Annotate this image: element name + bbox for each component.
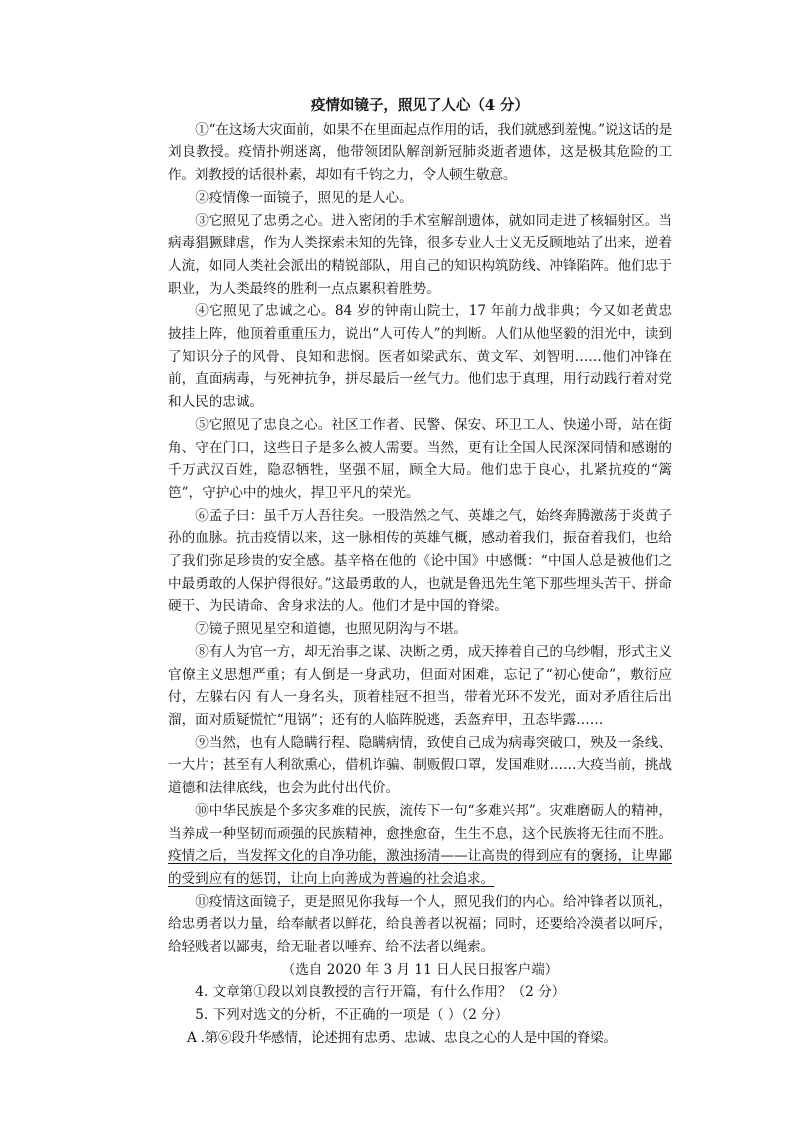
paragraph-3: ③它照见了忠勇之心。进入密闭的手术室解剖遗体，就如同走进了核辐射区。当病毒猖獗肆虐，作为人类探索未知的先锋，很多专业人士义无反顾地站了出来，逆着人流，如同人类社会派出的精锐部队，用自己的知识构筑防线、冲锋陷阵。他们忠于职业，为人类最终的胜利一点点累积着胜势。 [168, 212, 672, 297]
paragraph-10-text: ⑩中华民族是个多灾多难的民族，流传下一句“多难兴邦”。灾难磨砺人的精神，当养成一种坚韧而顽强的民族精神，愈挫愈奋，生生不息，这个民族将无往而不胜。 [168, 802, 672, 842]
paragraph-10 [168, 800, 672, 891]
paragraph-11: ⑪疫情这面镜子，更是照见你我每一个人，照见我们的内心。给冲锋者以顶礼，给忠勇者以力量，给奉献者以鲜花，给良善者以祝福；同时，还要给冷漠者以呵斥，给轻贱者以鄙夷，给无耻者以唾弃、给不法者以绳索。 [168, 893, 672, 956]
paragraph-1: ①“在这场大灾面前，如果不在里面起点作用的话，我们就感到羞愧。”说这话的是刘良教授。疫情扑朔迷离，他带领团队解剖新冠肺炎逝者遗体，这是极其危险的工作。刘教授的话很朴素，却如有千钧之力，令人顿生敬意。 [168, 121, 672, 184]
paragraph-8: ⑧有人为官一方，却无治事之谋、决断之勇，成天捧着自己的乌纱帽，形式主义官僚主义思想严重；有人倒是一身武功，但面对困难，忘记了“初心使命”，敷衍应付，左躲右闪 有人一身名头，顶着桂冠不担当，带着光环不发光，面对矛盾往后出溜，面对质疑慌忙“甩锅”；还有的人临阵脱逃，丢盔弃甲，丑态毕露…… [168, 643, 672, 728]
underlined-passage: 疫情之后，当发挥文化的自净功能，激浊扬清——让高贵的得到应有的褒扬，让卑鄙的受到应有的惩罚，让向上向善成为普遍的社会追求。 [168, 848, 672, 887]
option-a: A .第⑥段升华感情，论述拥有忠勇、忠诚、忠良之心的人是中国的脊梁。 [187, 1029, 617, 1046]
document-page [168, 95, 672, 1050]
article-title: 疫情如镜子，照见了人心（4 分） [310, 97, 530, 114]
question-5: 5. 下列对选文的分析，不正确的一项是（ ）（2 分） [195, 1007, 509, 1024]
paragraph-9: ⑨当然，也有人隐瞒行程、隐瞒病情，致使自己成为病毒突破口，殃及一条线、一大片；甚至有人利欲熏心，借机诈骗、制贩假口罩，发国难财……大疫当前，挑战道德和法律底线，也会为此付出代价。 [168, 734, 672, 797]
paragraph-6: ⑥孟子曰：虽千万人吾往矣。一股浩然之气、英雄之气，始终奔腾激荡于炎黄子孙的血脉。抗击疫情以来，这一脉相传的英雄气概，感动着我们，振奋着我们，也给了我们弥足珍贵的安全感。基辛格在他的《论中国》中感慨：“中国人总是被他们之中最勇敢的人保护得很好。”这最勇敢的人，也就是鲁迅先生笔下那些埋头苦干、拼命硬干、为民请命、舍身求法的人。他们才是中国的脊梁。 [168, 507, 672, 615]
paragraph-4: ④它照见了忠诚之心。84 岁的钟南山院士，17 年前力战非典；今又如老黄忠披挂上阵，他顶着重重压力，说出“人可传人”的判断。人们从他坚毅的泪光中，读到了知识分子的风骨、良知和悲悯。医者如梁武东、黄文军、刘智明……他们冲锋在前，直面病毒，与死神抗争，拼尽最后一丝气力。他们忠于真理，用行动践行着对党和人民的忠诚。 [168, 303, 672, 411]
paragraph-7: ⑦镜子照见星空和道德，也照见阴沟与不堪。 [195, 621, 468, 638]
article-source: （选自 2020 年 3 月 11 日人民日报客户端） [281, 961, 559, 978]
question-4: 4. 文章第①段以刘良教授的言行开篇，有什么作用？（2 分） [195, 984, 566, 1001]
paragraph-2: ②疫情像一面镜子，照见的是人心。 [195, 189, 413, 206]
paragraph-5: ⑤它照见了忠良之心。社区工作者、民警、保安、环卫工人、快递小哥，站在街角、守在门口，这些日子是多么被人需要。当然，更有让全国人民深深同情和感谢的千万武汉百姓，隐忍牺牲，坚强不屈，顾全大局。他们忠于良心，扎紧抗疫的“篱笆”，守护心中的烛火，捍卫平凡的荣光。 [168, 416, 672, 501]
